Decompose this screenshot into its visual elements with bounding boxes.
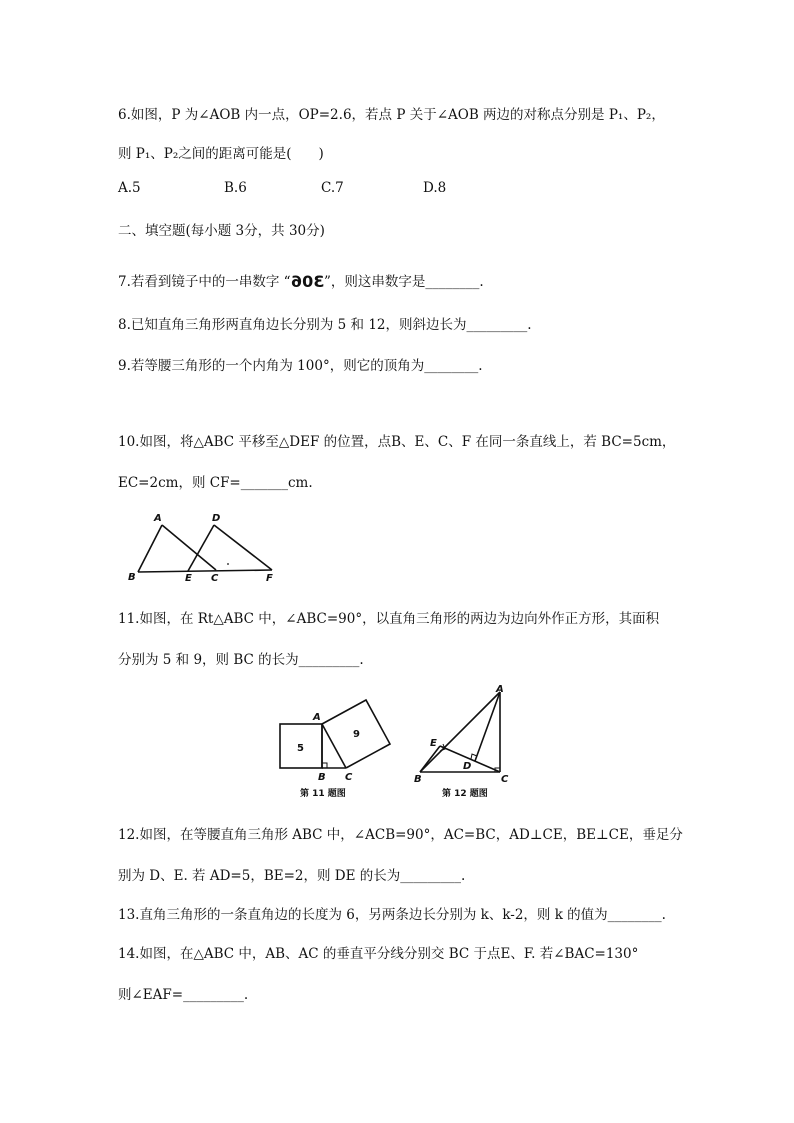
figure-12 xyxy=(410,684,540,802)
fig11-label-a: A xyxy=(313,712,321,723)
fig12-label-b: B xyxy=(414,774,422,785)
fig12-line-be xyxy=(420,746,440,772)
q11-line2: 分别为 5 和 9，则 BC 的长为_________. xyxy=(118,652,364,668)
q9-text: 9.若等腰三角形的一个内角为 100°，则它的顶角为________. xyxy=(118,358,483,374)
fig12-label-c: C xyxy=(501,774,509,785)
q13-text: 13.直角三角形的一条直角边的长度为 6，另两条边长分别为 k、k-2，则 k 的值为________. xyxy=(118,907,666,923)
q6-line2: 则 P₁、P₂之间的距离可能是( ) xyxy=(118,146,324,162)
q14-line2: 则∠EAF=_________. xyxy=(118,987,249,1003)
fig12-side-ab xyxy=(420,692,500,772)
fig10-side-ab xyxy=(138,525,162,572)
fig12-label-a: A xyxy=(496,684,504,695)
q10-line2: EC=2cm，则 CF=_______cm. xyxy=(118,475,313,491)
fig11-label-b: B xyxy=(318,772,326,783)
figure-11 xyxy=(268,684,413,802)
q6-option-b: B.6 xyxy=(224,180,247,196)
fig10-label-b: B xyxy=(128,572,136,583)
fig11-caption: 第 11 题图 xyxy=(300,789,346,799)
q11-line1: 11.如图，在 Rt△ABC 中，∠ABC=90°，以直角三角形的两边为边向外作正方形，其面积 xyxy=(118,611,660,627)
fig12-caption: 第 12 题图 xyxy=(442,789,488,799)
q6-option-d: D.8 xyxy=(423,180,447,196)
fig11-side-ac xyxy=(322,724,346,768)
q12-line1: 12.如图，在等腰直角三角形 ABC 中，∠ACB=90°，AC=BC，AD⊥CE，BE⊥CE，垂足分 xyxy=(118,827,683,843)
fig11-area-right: 9 xyxy=(353,729,360,740)
fig11-area-left: 5 xyxy=(297,743,304,754)
q7-after: ”，则这串数字是________. xyxy=(323,274,484,290)
fig10-label-d: D xyxy=(212,513,221,524)
fig12-line-ad xyxy=(475,692,500,761)
q8-text: 8.已知直角三角形两直角边长分别为 5 和 12，则斜边长为_________. xyxy=(118,317,532,333)
fig10-base-line xyxy=(138,570,272,572)
q6-line1: 6.如图，P 为∠AOB 内一点，OP=2.6，若点 P 关于∠AOB 两边的对称点分别是 P₁、P₂， xyxy=(118,107,665,123)
q12-line2: 别为 D、E. 若 AD=5，BE=2，则 DE 的长为_________. xyxy=(118,868,466,884)
fig10-label-c: C xyxy=(211,573,219,584)
q10-line1: 10.如图，将△ABC 平移至△DEF 的位置，点B、E、C、F 在同一条直线上，若 BC=5cm， xyxy=(118,434,676,450)
fig10-dot xyxy=(227,563,229,565)
fig11-label-c: C xyxy=(345,772,353,783)
fig10-label-f: F xyxy=(266,573,273,584)
fig12-label-d: D xyxy=(463,761,472,772)
fig10-side-ac xyxy=(162,525,216,570)
section2-heading: 二、填空题(每小题 3分，共 30分) xyxy=(118,223,325,239)
fig12-label-e: E xyxy=(430,738,437,749)
q7-text xyxy=(118,270,484,291)
figure-10 xyxy=(118,508,288,588)
q7-before: 7.若看到镜子中的一串数字 “ xyxy=(118,274,291,290)
fig10-side-df xyxy=(214,525,272,570)
fig10-label-e: E xyxy=(185,573,192,584)
q14-line1: 14.如图，在△ABC 中，AB、AC 的垂直平分线分别交 BC 于点E、F. 若∠BAC=130° xyxy=(118,946,639,962)
q6-option-a: A.5 xyxy=(118,180,141,196)
q6-option-c: C.7 xyxy=(321,180,344,196)
fig10-label-a: A xyxy=(154,513,162,524)
q7-mirror-digits: 306 xyxy=(290,272,324,291)
